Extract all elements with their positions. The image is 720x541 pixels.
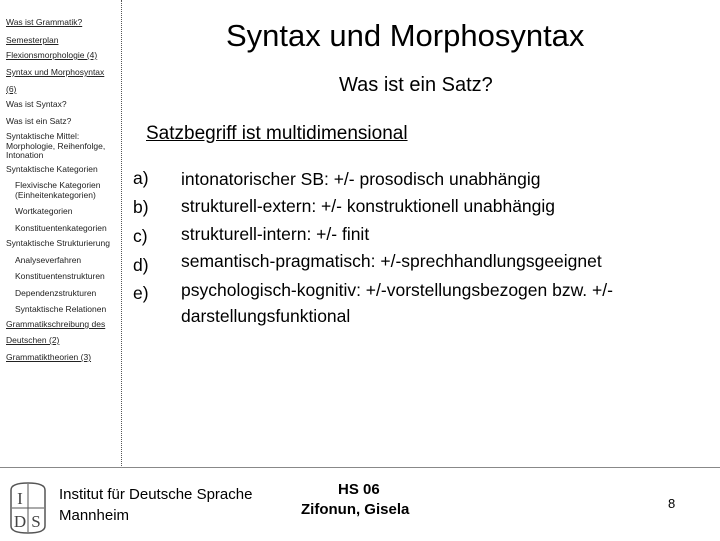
nav-item-semesterplan[interactable]: Semesterplan [6,35,59,45]
nav-item-syntaktische-kategorien[interactable]: Syntaktische Kategorien [6,164,98,174]
slide-heading-text: Satzbegriff ist multidimensional [146,123,408,144]
nav-item-was-ist-grammatik[interactable]: Was ist Grammatik? [6,17,83,27]
list-item-letter: a) [133,168,149,188]
list-item-letter: e) [133,283,149,303]
institute-city: Mannheim [59,507,130,524]
institute-name: Institut für Deutsche Sprache [59,486,253,503]
ids-logo [8,482,48,534]
logo-letter-d: D [13,512,27,531]
list-item-letter: c) [133,226,148,246]
nav-item-flexivische-kategorien[interactable]: Flexivische Kategorien (Einheitenkategorien) [15,180,101,200]
slide-heading [146,123,408,145]
slide-subtitle: Was ist ein Satz? [339,74,493,96]
nav-item-grammatiktheorien[interactable]: Grammatiktheorien (3) [6,352,92,362]
nav-item-was-ist-ein-satz[interactable]: Was ist ein Satz? [6,116,72,126]
list-item-letter: b) [133,197,149,217]
nav-item-syntaktische-relationen[interactable]: Syntaktische Relationen [15,304,107,314]
list-item-text: strukturell-intern: +/- finit [181,224,370,244]
slide-title: Syntax und Morphosyntax [226,18,585,53]
list-item-text: intonatorischer SB: +/- prosodisch unabhängig [181,169,541,189]
slide-footer [0,467,720,541]
nav-item-grammatikschreibung[interactable]: Grammatikschreibung des [6,319,106,329]
nav-item-dependenzstrukturen[interactable]: Dependenzstrukturen [15,288,97,298]
nav-item-was-ist-syntax[interactable]: Was ist Syntax? [6,99,67,109]
nav-item-syntax-und-morphosyntax[interactable]: Syntax und Morphosyntax [6,67,105,77]
nav-item-grammatikschreibung-count[interactable]: Deutschen (2) [6,335,60,345]
term-label: HS 06 [338,481,380,498]
list-item-text: semantisch-pragmatisch: +/-sprechhandlungsgeeignet [181,251,602,271]
list-item-text: psychologisch-kognitiv: +/-vorstellungsbezogen bzw. +/- [181,280,613,300]
nav-item-wortkategorien[interactable]: Wortkategorien [15,206,73,216]
logo-letter-s: S [31,512,41,531]
nav-item-syntaktische-strukturierung[interactable]: Syntaktische Strukturierung [6,238,110,248]
list-item-text: strukturell-extern: +/- konstruktionell unabhängig [181,196,556,216]
nav-item-syntaktische-mittel[interactable]: Syntaktische Mittel: Morphologie, Reihenfolge, Intonation [6,131,106,160]
logo-letter-i: I [17,489,23,508]
nav-item-flexionsmorphologie[interactable]: Flexionsmorphologie (4) [6,50,98,60]
nav-item-konstituentenstrukturen[interactable]: Konstituentenstrukturen [15,271,105,281]
page-number: 8 [668,496,676,511]
nav-item-syntax-und-morphosyntax-count[interactable]: (6) [6,84,17,94]
nav-item-konstituentenkategorien[interactable]: Konstituentenkategorien [15,223,107,233]
nav-item-analyseverfahren[interactable]: Analyseverfahren [15,255,82,265]
sidebar-nav [0,0,122,468]
list-item-letter: d) [133,255,149,275]
author-name: Zifonun, Gisela [301,501,410,518]
list-item-continuation: darstellungsfunktional [181,306,351,326]
